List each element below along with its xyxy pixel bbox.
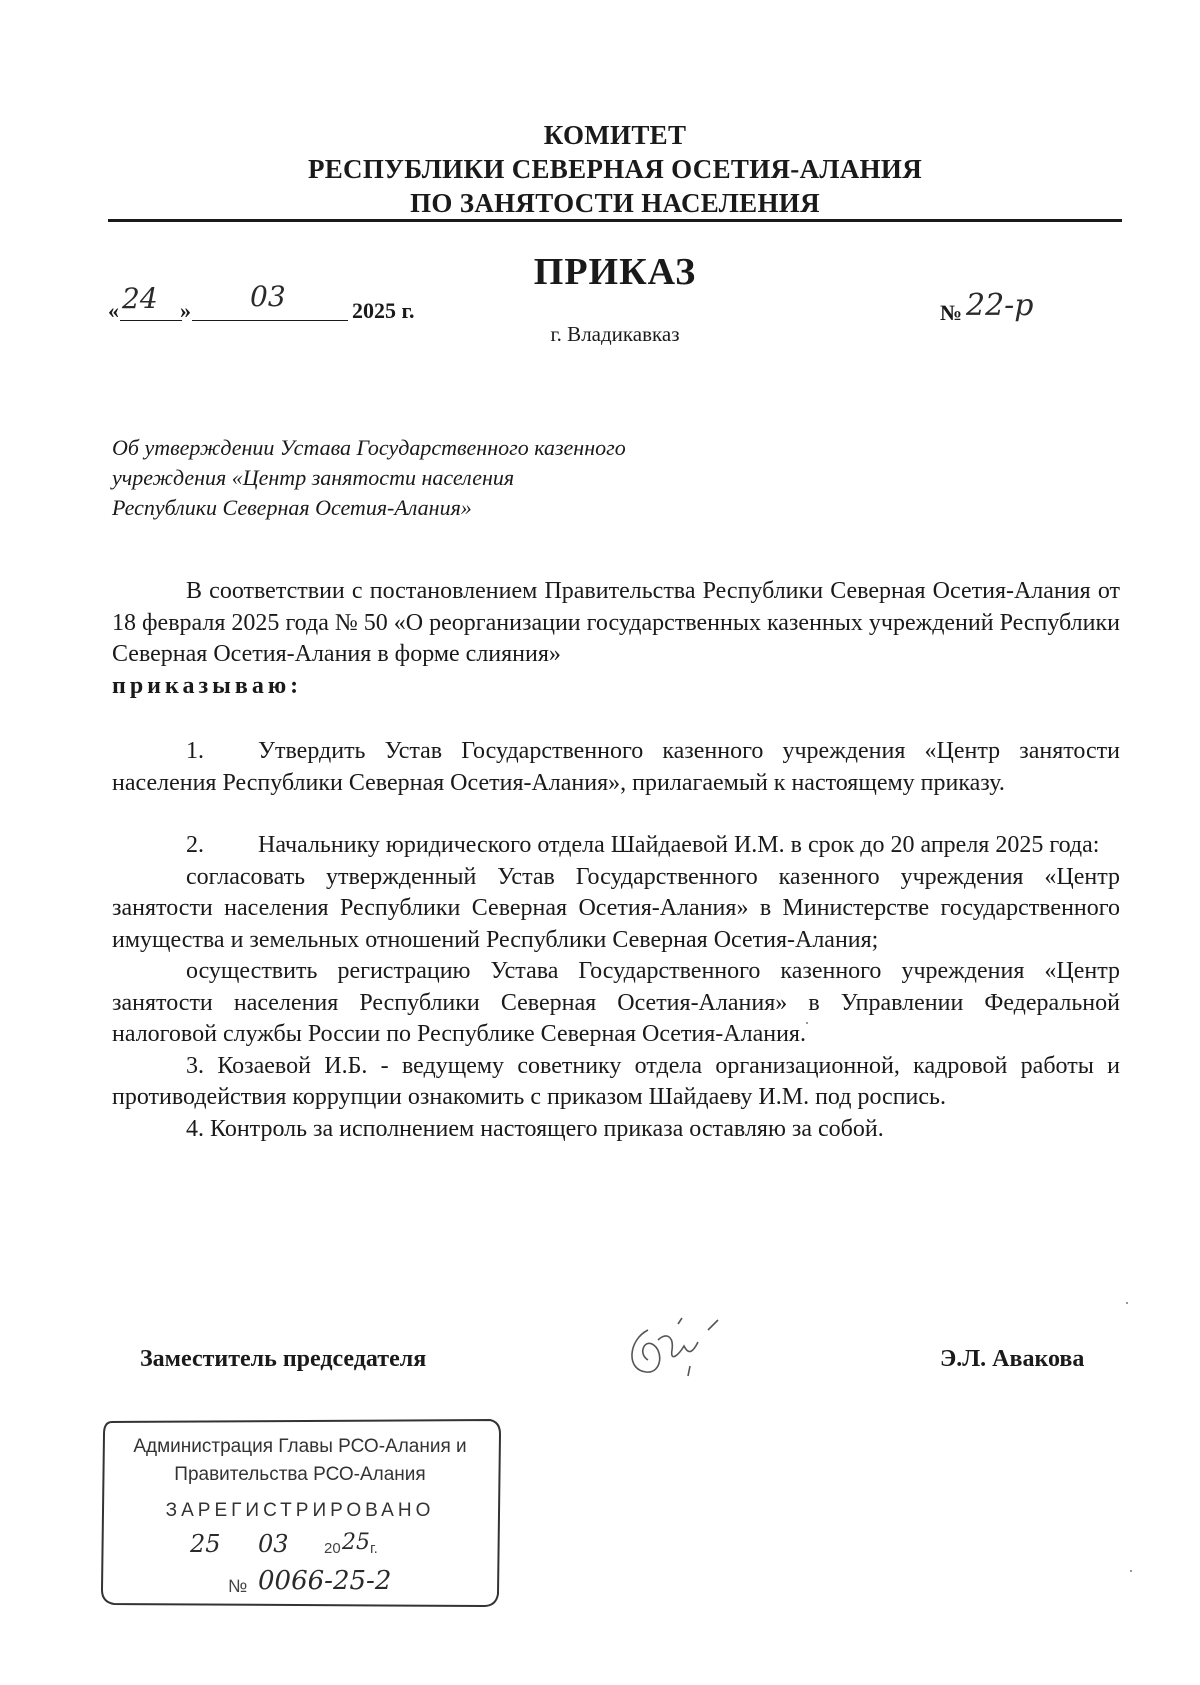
item-2-b: осуществить регистрацию Устава Государственного казенного учреждения «Центр занятости населения Республики Северная Осетия-Алания» в Управлении Федеральной налоговой службы России по Республике Северная Осетия-Алания.	[112, 958, 1120, 1047]
item-1-text: Утвердить Устав Государственного казенного учреждения «Центр занятости населения Республики Северная Осетия-Алания», прилагаемый к настоящему приказу.	[112, 738, 1120, 796]
order-number-prefix: №	[940, 300, 963, 325]
stamp-registered: ЗАРЕГИСТРИРОВАНО	[165, 1500, 435, 1521]
subject-line: учреждения «Центр занятости населения	[112, 465, 515, 490]
order-date	[108, 280, 438, 324]
scan-speck	[806, 1022, 808, 1024]
date-day: 24	[122, 282, 158, 315]
item-1-number: 1.	[186, 738, 204, 764]
order-city: г. Владикавказ	[550, 322, 680, 346]
date-month: 03	[250, 280, 286, 313]
scan-speck	[1126, 1302, 1128, 1304]
preamble-block	[112, 576, 1120, 702]
item-2-number: 2.	[186, 832, 204, 858]
scan-speck	[1130, 1570, 1132, 1572]
item-2-a: согласовать утвержденный Устав Государственного казенного учреждения «Центр занятости населения Республики Северная Осетия-Алания» в Министерстве государственного имущества и земельных отношений Республики Северная Осетия-Алания;	[112, 863, 1120, 953]
stamp-line-1: Администрация Главы РСО-Алания и	[133, 1436, 467, 1457]
order-word: приказываю:	[112, 672, 303, 699]
order-number-value: 22-р	[966, 288, 1034, 323]
item-4: 4. Контроль за исполнением настоящего приказа оставляю за собой.	[186, 1115, 884, 1142]
date-open-quote: «	[108, 298, 119, 323]
order-number	[940, 288, 1140, 332]
handwritten-signature	[618, 1310, 728, 1390]
date-day-underline	[120, 320, 182, 321]
stamp-number: 0066-25-2	[258, 1566, 392, 1596]
stamp-year-g: г.	[370, 1540, 378, 1557]
date-month-underline	[192, 320, 348, 321]
stamp-month: 03	[258, 1530, 289, 1558]
stamp-line-2: Правительства РСО-Алания	[174, 1464, 426, 1485]
item-2	[112, 830, 1120, 1145]
order-subject	[112, 433, 626, 523]
header-line-3: ПО ЗАНЯТОСТИ НАСЕЛЕНИЯ	[410, 188, 820, 218]
signatory-role: Заместитель председателя	[140, 1346, 427, 1372]
stamp-number-prefix: №	[228, 1576, 248, 1596]
item-2-text: Начальнику юридического отдела Шайдаевой И.М. в срок до 20 апреля 2025 года:	[258, 832, 1100, 858]
stamp-year-suffix: 25	[342, 1530, 370, 1555]
registration-stamp	[98, 1418, 502, 1608]
signatory-name: Э.Л. Авакова	[940, 1346, 1085, 1372]
subject-line: Республики Северная Осетия-Алания»	[112, 495, 472, 520]
date-year: 2025 г.	[352, 298, 415, 323]
preamble: В соответствии с постановлением Правительства Республики Северная Осетия-Алания от 18 февраля 2025 года № 50 «О реорганизации государственных казенных учреждений Республики Северная Осетия-Алания в форме слияния»	[112, 578, 1120, 667]
header-line-1: КОМИТЕТ	[543, 120, 687, 150]
item-1	[112, 736, 1120, 799]
date-close-quote: »	[180, 298, 191, 323]
header-line-2: РЕСПУБЛИКИ СЕВЕРНАЯ ОСЕТИЯ-АЛАНИЯ	[307, 154, 923, 184]
stamp-day: 25	[190, 1530, 221, 1558]
stamp-year-prefix: 20	[324, 1540, 341, 1557]
document-title: ПРИКАЗ	[533, 251, 697, 293]
item-3: 3. Козаевой И.Б. - ведущему советнику отдела организационной, кадровой работы и противодействия коррупции ознакомить с приказом Шайдаеву И.М. под роспись.	[112, 1052, 1120, 1110]
subject-line: Об утверждении Устава Государственного казенного	[112, 435, 626, 460]
header-divider	[108, 219, 1122, 222]
